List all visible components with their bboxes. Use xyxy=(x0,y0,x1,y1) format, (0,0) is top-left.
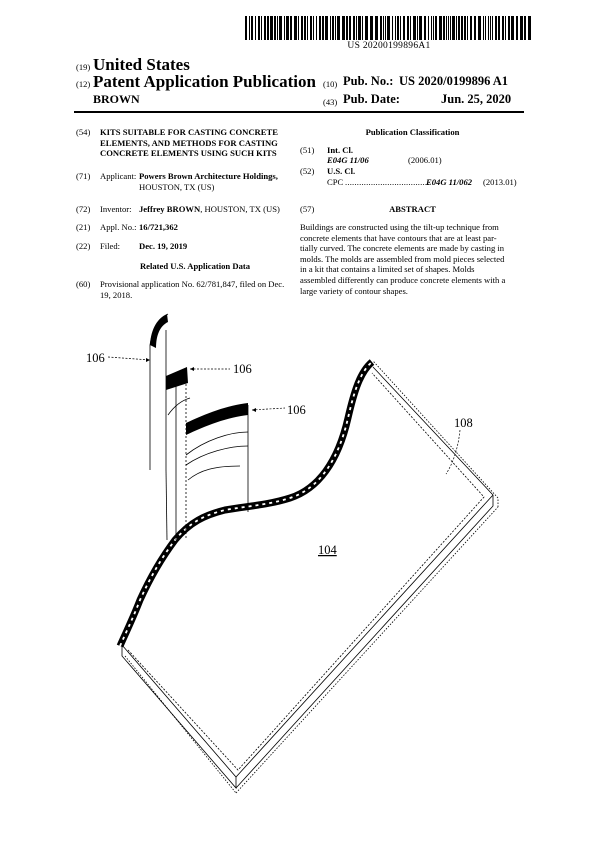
piece-1-lower xyxy=(166,470,167,540)
inid-71: (71) xyxy=(76,171,91,181)
appl-no-label: Appl. No.: xyxy=(100,222,137,232)
provisional-line: 19, 2018. xyxy=(100,290,133,300)
applicant-name: Powers Brown Architecture Holdings, xyxy=(139,171,278,181)
piece-1-cap xyxy=(150,314,168,348)
applicant-label: Applicant: xyxy=(100,171,137,181)
us-cl-label: U.S. Cl. xyxy=(327,166,356,176)
pub-no: US 2020/0199896 A1 xyxy=(399,74,509,88)
inid-12: (12) xyxy=(76,79,91,89)
int-cl-label: Int. Cl. xyxy=(327,145,354,155)
pub-no-label: Pub. No.: xyxy=(343,74,394,88)
pub-date: Jun. 25, 2020 xyxy=(441,92,512,106)
int-cl-code: E04G 11/06 xyxy=(327,155,369,165)
abstract-line: assembled differently can produce concrete elements with a xyxy=(300,274,506,285)
base-hidden-edge xyxy=(125,656,236,793)
inid-19: (19) xyxy=(76,62,91,72)
provisional-line: Provisional application No. 62/781,847, filed on Dec. xyxy=(100,279,285,289)
title-line: KITS SUITABLE FOR CASTING CONCRETE xyxy=(100,127,278,137)
inventor-surname: BROWN xyxy=(93,92,140,106)
base-right-thickness xyxy=(236,495,493,788)
related-data-heading: Related U.S. Application Data xyxy=(139,261,251,271)
inid-10: (10) xyxy=(323,79,338,89)
abstract-line: Buildings are constructed using the tilt-up technique from xyxy=(300,222,499,232)
arrow-106-c xyxy=(252,408,256,412)
label-104: 104 xyxy=(318,543,337,557)
leader-106-a xyxy=(108,357,150,360)
country: United States xyxy=(93,55,190,74)
cpc-label: CPC xyxy=(327,177,344,187)
inid-57: (57) xyxy=(300,204,315,214)
piece-3-curve-a xyxy=(186,432,248,455)
arrow-106-b xyxy=(190,367,194,371)
int-cl-date: (2006.01) xyxy=(408,155,442,165)
inid-52: (52) xyxy=(300,166,315,176)
piece-2-curve xyxy=(168,398,190,415)
leader-lines xyxy=(108,357,460,474)
title-line: CONCRETE ELEMENTS USING SUCH KITS xyxy=(100,148,277,158)
cpc-leader-dots: .................................... xyxy=(345,177,430,187)
label-106-b: 106 xyxy=(233,362,252,376)
base-hidden-edge-right xyxy=(236,507,498,793)
label-106-c: 106 xyxy=(287,403,306,417)
title-line: ELEMENTS, AND METHODS FOR CASTING xyxy=(100,137,278,148)
base-rear-hidden xyxy=(368,362,498,507)
cpc-code: E04G 11/062 xyxy=(426,177,473,187)
appl-no: 16/721,362 xyxy=(139,222,178,232)
inid-60: (60) xyxy=(76,279,91,289)
label-108: 108 xyxy=(454,416,473,430)
cpc-date: (2013.01) xyxy=(483,177,517,187)
abstract-heading: ABSTRACT xyxy=(389,204,436,214)
label-106-a: 106 xyxy=(86,351,105,365)
inventor-label: Inventor: xyxy=(100,204,132,214)
inventor-place: , HOUSTON, TX (US) xyxy=(200,204,280,214)
base-front-thickness xyxy=(122,645,236,788)
inid-51: (51) xyxy=(300,145,315,155)
inventor-name: Jeffrey BROWN xyxy=(139,204,201,214)
pub-date-label: Pub. Date: xyxy=(343,92,400,106)
inid-54: (54) xyxy=(76,127,91,137)
filed-date: Dec. 19, 2019 xyxy=(139,241,188,251)
mold-base xyxy=(122,362,498,793)
base-inner-edge xyxy=(128,373,484,770)
piece-3-cap xyxy=(186,403,248,435)
abstract-line: concrete elements that have contours that are at least par- xyxy=(300,232,497,243)
arrow-106-a xyxy=(146,358,150,362)
leader-106-c xyxy=(252,408,285,410)
publication-type: Patent Application Publication xyxy=(93,72,316,91)
abstract-line: large variety of contour shapes. xyxy=(300,285,408,296)
publication-classification-heading: Publication Classification xyxy=(365,127,460,137)
piece-2-cap xyxy=(166,367,188,390)
piece-3-lower-curve xyxy=(188,466,240,480)
abstract-line: in a kit that contains a limited set of shapes. Molds xyxy=(300,264,475,275)
inid-43: (43) xyxy=(323,97,338,107)
applicant-place: HOUSTON, TX (US) xyxy=(139,182,215,192)
filed-label: Filed: xyxy=(100,241,121,251)
inid-72: (72) xyxy=(76,204,91,214)
barcode-number: US 20200199896A1 xyxy=(347,41,431,51)
abstract-line: tially curved. The concrete elements are made by casting in xyxy=(300,243,505,254)
inid-21: (21) xyxy=(76,222,91,232)
inid-22: (22) xyxy=(76,241,91,251)
abstract-line: molds. The molds are assembled from mold pieces selected xyxy=(300,253,505,264)
